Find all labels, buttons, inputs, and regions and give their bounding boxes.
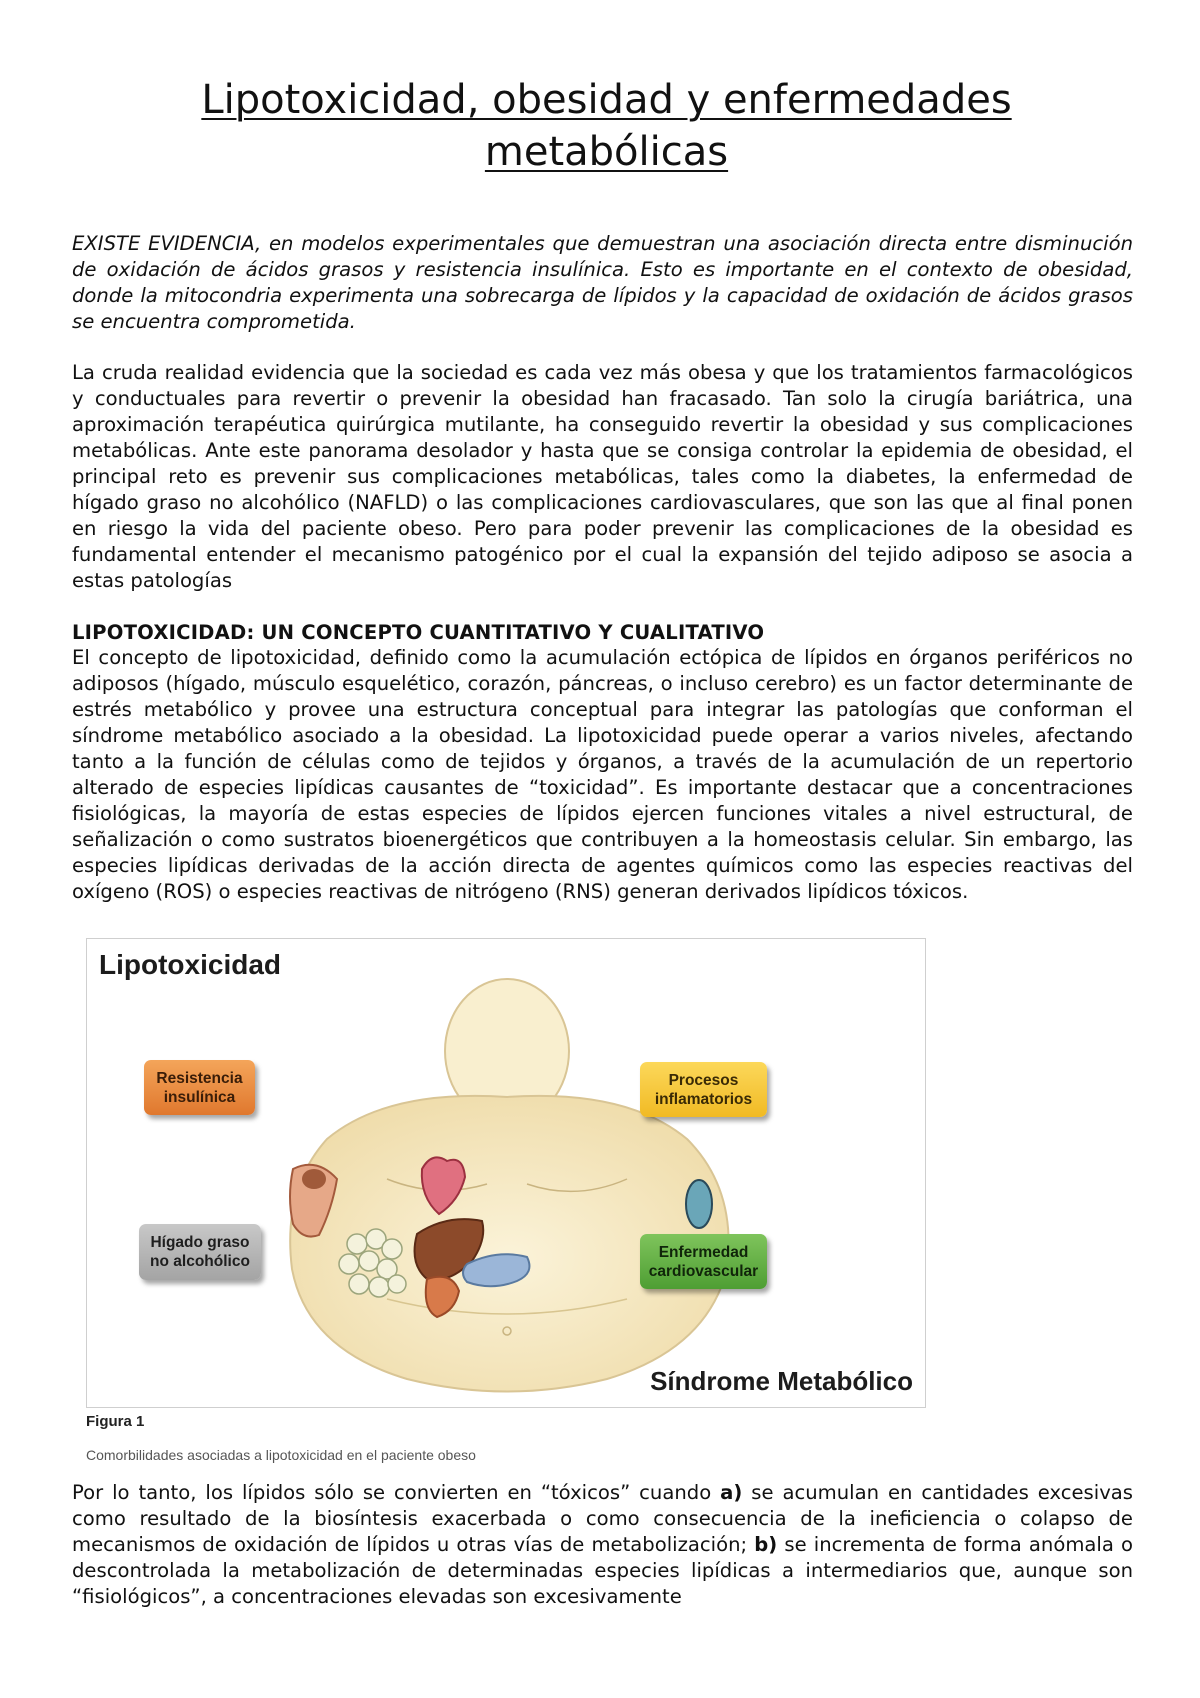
document-title: Lipotoxicidad, obesidad y enfermedades metabólicas bbox=[201, 77, 1012, 175]
paragraph-4-part2: se acumulan en cantidades excesivas como resultado de la biosíntesis exacerbada o como consecuencia de la ineficiencia o colapso de mecanismos de oxidación de lípidos u otras vías de metabolización; bbox=[72, 1481, 1134, 1556]
figure-lipotoxicity-diagram bbox=[86, 938, 926, 1408]
section-heading: LIPOTOXICIDAD: UN CONCEPTO CUANTITATIVO Y CUALITATIVO bbox=[72, 621, 765, 644]
box-higado-graso: Hígado graso no alcohólico bbox=[139, 1224, 261, 1280]
box-procesos-inflamatorios: Procesos inflamatorios bbox=[640, 1062, 767, 1117]
paragraph-obesity-reality: La cruda realidad evidencia que la sociedad es cada vez más obesa y que los tratamientos farmacológicos y conductuales para revertir o prevenir la obesidad han fracasado. Tan solo la cirugía bariátrica, una aproximación terapéutica quirúrgica mutilante, ha conseguido revertir la obesidad y sus complicaciones metabólicas. Ante este panorama desolador y hasta que se consiga controlar la epidemia de obesidad, el principal reto es prevenir sus complicaciones metabólicas, tales como la diabetes, la enfermedad de hígado graso no alcohólico (NAFLD) o las complicaciones cardiovasculares, que son las que al final ponen en riesgo la vida del paciente obeso. Pero para poder prevenir las complicaciones de la obesidad es fundamental entender el mecanismo patogénico por el cual la expansión del tejido adiposo se asocia a estas patologías bbox=[72, 361, 1133, 592]
eye-organ bbox=[686, 1180, 712, 1228]
paragraph-4-part3: se incrementa de forma anómala o descontrolada la metabolización de determinadas especies lipídicas a intermediarios que, aunque son “fisiológicos”, a concentraciones elevadas son excesivamente bbox=[72, 1533, 1134, 1608]
paragraph-4-part1: Por lo tanto, los lípidos sólo se convierten en “tóxicos” cuando bbox=[72, 1481, 721, 1504]
figure-subtitle: Síndrome Metabólico bbox=[650, 1366, 913, 1396]
marker-a: a) bbox=[720, 1481, 743, 1504]
figure-label: Figura 1 bbox=[86, 1413, 145, 1430]
paragraph-toxic-lipids bbox=[72, 1480, 1133, 1610]
marker-b: b) bbox=[754, 1533, 778, 1556]
muscle-fiber bbox=[302, 1169, 326, 1189]
paragraph-lipotoxicity-concept: El concepto de lipotoxicidad, definido como la acumulación ectópica de lípidos en órganos periféricos no adiposos (hígado, músculo esquelético, corazón, páncreas, o incluso cerebro) es un factor determinante de estrés metabólico y provee una estructura conceptual para integrar las patologías que conforman el síndrome metabólico asociado a la obesidad. La lipotoxicidad puede operar a varios niveles, afectando tanto a la función de células como de tejidos y órganos, a través de la acumulación de un repertorio alterado de especies lipídicas causantes de “toxicidad”. Es importante destacar que a concentraciones fisiológicas, la mayoría de estas especies de lípidos ejercen funciones vitales a nivel estructural, de señalización o como sustratos bioenergéticos que contribuyen a la homeostasis celular. Sin embargo, las especies lipídicas derivadas de la acción directa de agentes químicos como las especies reactivas del oxígeno (ROS) o especies reactivas de nitrógeno (RNS) generan derivados lipídicos tóxicos. bbox=[72, 646, 1133, 903]
figure-caption: Comorbilidades asociadas a lipotoxicidad en el paciente obeso bbox=[86, 1447, 476, 1463]
box-enfermedad-cardiovascular: Enfermedad cardiovascular bbox=[640, 1234, 767, 1289]
intro-paragraph: EXISTE EVIDENCIA, en modelos experimentales que demuestran una asociación directa entre disminución de oxidación de ácidos grasos y resistencia insulínica. Esto es importante en el contexto de obesidad, donde la mitocondria experimenta una sobrecarga de lípidos y la capacidad de oxidación de ácidos grasos se encuentra comprometida. bbox=[72, 232, 1133, 333]
figure-title: Lipotoxicidad bbox=[99, 949, 281, 980]
body-illustration bbox=[87, 939, 925, 1407]
box-resistencia-insulinica: Resistencia insulínica bbox=[144, 1060, 255, 1115]
